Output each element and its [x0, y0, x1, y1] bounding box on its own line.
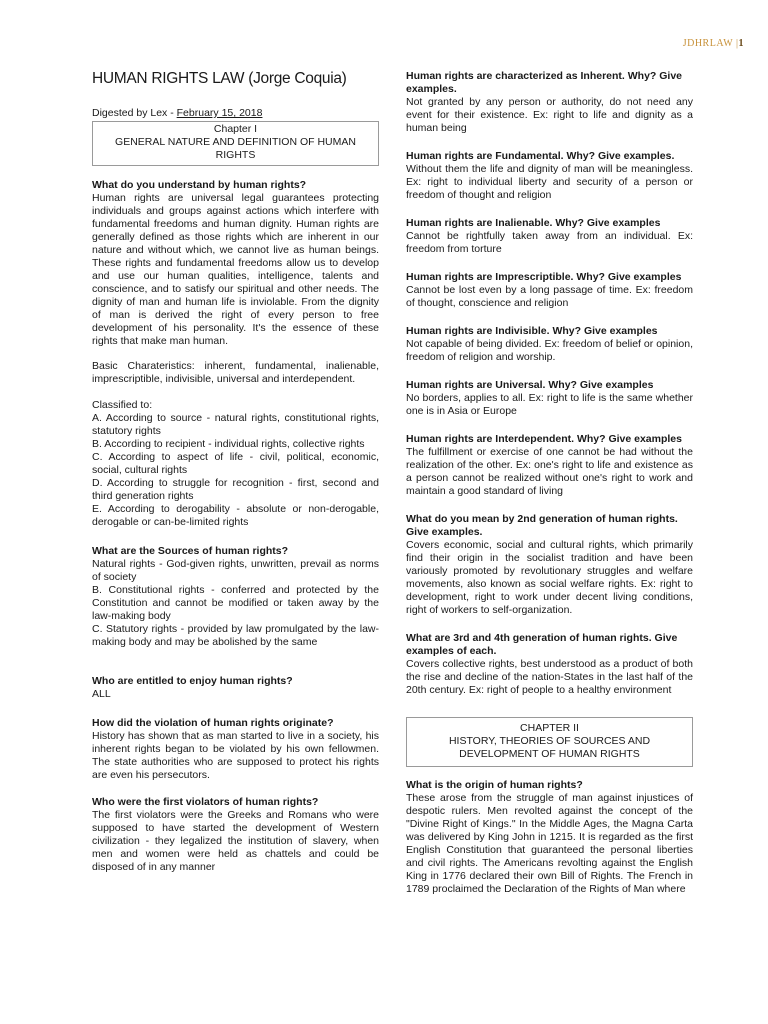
section-what-are-human-rights	[92, 179, 379, 348]
answer: These arose from the struggle of man against injustices of despotic rulers. Men revolted against the concept of the "Divine Right of Kings." In the Middle Ages, the Magna Carta was delivered by King John in 1215. It is regarded as the first English Constitution that guaranteed the personal liberties and civil rights. The Americans revolting against the English King in 1776 declared their own Bill of Rights. The French in 1789 proclaimed the Declaration of the Rights of Man where	[406, 792, 693, 895]
chapter-2-box	[406, 717, 693, 767]
question: Human rights are Interdependent. Why? Give examples	[406, 433, 682, 445]
section-third-fourth-generation	[406, 632, 693, 697]
answer: ALL	[92, 688, 111, 700]
question: Human rights are Imprescriptible. Why? Give examples	[406, 271, 682, 283]
section-origin	[406, 779, 693, 896]
section-imprescriptible	[406, 271, 693, 310]
section-violation-origin	[92, 717, 379, 782]
document-title: HUMAN RIGHTS LAW (Jorge Coquia)	[92, 70, 347, 87]
answer: Cannot be lost even by a long passage of time. Ex: freedom of thought, conscience and religion	[406, 284, 693, 309]
question: What are 3rd and 4th generation of human rights. Give examples of each.	[406, 632, 678, 657]
answer: The first violators were the Greeks and Romans who were supposed to have started the development of Western civilization - they legalized the institution of slavery, when men and women were held as chattels and could be disposed of in any manner	[92, 809, 379, 873]
question: Human rights are Indivisible. Why? Give examples	[406, 325, 658, 337]
question: Human rights are Fundamental. Why? Give examples.	[406, 150, 675, 162]
chapter-1-title: GENERAL NATURE AND DEFINITION OF HUMAN RIGHTS	[115, 136, 356, 161]
question: What are the Sources of human rights?	[92, 545, 289, 557]
answer: Basic Charateristics: inherent, fundamental, inalienable, imprescriptible, indivisible, universal and interdependent.	[92, 360, 379, 385]
section-inalienable	[406, 217, 693, 256]
question: Human rights are Inalienable. Why? Give examples	[406, 217, 661, 229]
section-sources	[92, 545, 379, 649]
section-classified	[92, 399, 379, 529]
question: Human rights are Universal. Why? Give examples	[406, 379, 654, 391]
right-column	[406, 70, 693, 908]
answer: Without them the life and dignity of man will be meaningless. Ex: right to individual liberty and security of a person or freedom of thought and religion	[406, 163, 693, 201]
chapter-2-title: HISTORY, THEORIES OF SOURCES AND DEVELOPMENT OF HUMAN RIGHTS	[448, 735, 651, 760]
digest-line	[92, 107, 379, 120]
answer: Natural rights - God-given rights, unwritten, prevail as norms of society B. Constitutional rights - conferred and protected by the Constitution and cannot be modified or taken away by the law-making body C. Statutory rights - provided by law promulgated by the law-making body and may be abolished by the same	[92, 558, 379, 648]
page-number: 1	[738, 38, 744, 49]
section-entitled	[92, 675, 379, 701]
answer: Human rights are universal legal guarantees protecting individuals and groups against actions which interfere with fundamental freedoms and human dignity. Human rights are generally defined as those rights which are inherent in our nature and without which, we cannot live as human beings. These rights and fundamental freedoms allow us to develop and use our human qualities, intelligence, talents and conscience, and to satisfy our spiritual and other needs. The dignity of man and human life is inviolable. From the dignity of man is derived the right of every person to free development of his personality. It's the essence of these rights that make man human.	[92, 192, 379, 347]
header-text: JDHRLAW |	[682, 38, 739, 49]
section-indivisible	[406, 325, 693, 364]
section-second-generation	[406, 513, 693, 617]
section-inherent	[406, 70, 693, 135]
question: How did the violation of human rights originate?	[92, 717, 334, 729]
page-header	[683, 38, 744, 49]
question: What do you mean by 2nd generation of human rights. Give examples.	[406, 513, 678, 538]
section-interdependent	[406, 433, 693, 498]
answer: Not capable of being divided. Ex: freedom of belief or opinion, freedom of religion and worship.	[406, 338, 693, 363]
chapter-2-label: CHAPTER II	[520, 722, 579, 734]
answer: The fulfillment or exercise of one cannot be had without the realization of the other. Ex: one's right to life and existence as a person cannot be realized without one's right to work and maintain a good standard of living	[406, 446, 693, 497]
answer: Covers economic, social and cultural rights, which primarily find their origin in the socialist tradition and have been variously promoted by revolutionary struggles and welfare movements, also known as social welfare rights. Ex: right to development, right to work under decent living conditions, right of workers to self-organization.	[406, 539, 693, 616]
question: Who are entitled to enjoy human rights?	[92, 675, 293, 687]
section-first-violators	[92, 796, 379, 874]
question: Human rights are characterized as Inherent. Why? Give examples.	[406, 70, 682, 95]
answer: Classified to: A. According to source - natural rights, constitutional rights, statutory rights B. According to recipient - individual rights, collective rights C. According to aspect of life - civil, political, economic, social, cultural rights D. According to struggle for recognition - first, second and third generation rights E. According to derogability - absolute or non-derogable, derogable or can-be-limited rights	[92, 399, 379, 528]
question: What do you understand by human rights?	[92, 179, 307, 191]
answer: Not granted by any person or authority, do not need any event for their existence. Ex: right to life and dignity as a human being	[406, 96, 693, 134]
question: What is the origin of human rights?	[406, 779, 583, 791]
section-characteristics	[92, 360, 379, 386]
answer: History has shown that as man started to live in a society, his inherent rights began to be violated by his own fellowmen. The state authorities who are supposed to protect his rights are even his persecutors.	[92, 730, 379, 781]
left-column	[92, 70, 379, 886]
chapter-1-label: Chapter I	[213, 123, 258, 135]
section-universal	[406, 379, 693, 418]
digest-prefix: Digested by Lex -	[92, 107, 177, 119]
digest-date: February 15, 2018	[176, 107, 263, 119]
chapter-1-box	[92, 121, 379, 166]
answer: No borders, applies to all. Ex: right to life is the same whether one is in Asia or Europe	[406, 392, 693, 417]
answer: Covers collective rights, best understood as a product of both the rise and decline of the nation-States in the last half of the 20th century. Ex: right of people to a healthy environment	[406, 658, 693, 696]
answer: Cannot be rightfully taken away from an individual. Ex: freedom from torture	[406, 230, 693, 255]
section-fundamental	[406, 150, 693, 202]
question: Who were the first violators of human rights?	[92, 796, 319, 808]
